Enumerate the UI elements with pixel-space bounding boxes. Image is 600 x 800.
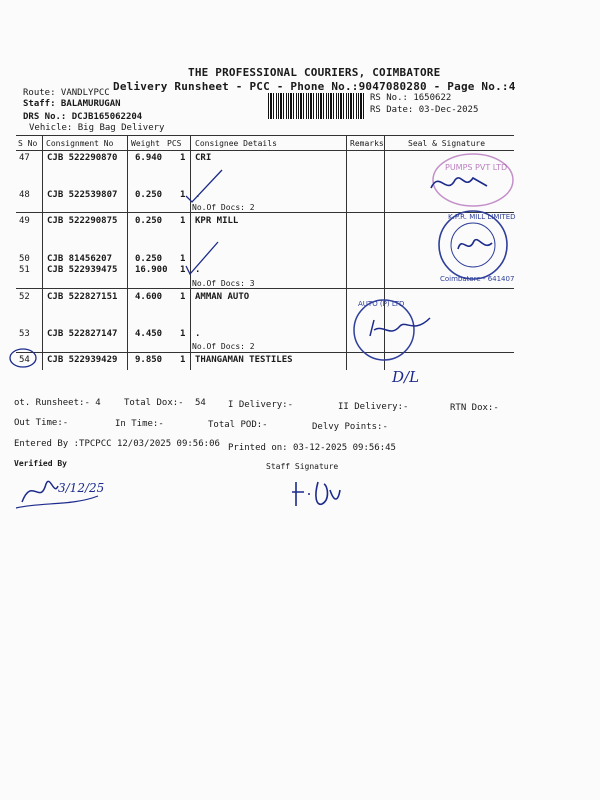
printed-on: Printed on: 03-12-2025 09:56:45	[228, 443, 396, 453]
row-47-sno: 47	[19, 153, 30, 163]
in-time-label: In Time:-	[115, 419, 164, 429]
row-51-weight: 16.900	[135, 265, 168, 275]
auto-stamp-text: AUTO (P) LTD	[358, 300, 405, 308]
row-53-sno: 53	[19, 329, 30, 339]
barcode	[268, 93, 366, 119]
circle-mark-icon	[7, 347, 39, 369]
vehicle-label: Vehicle: Big Bag Delivery	[29, 123, 165, 133]
i-delivery-label: I Delivery:-	[228, 400, 294, 410]
row-51-pcs: 1	[180, 265, 186, 275]
tick-mark-icon	[176, 238, 226, 280]
col-header-consignment: Consignment No	[46, 139, 114, 148]
staff-signature	[290, 476, 350, 510]
row-50-sno: 50	[19, 254, 30, 264]
row-54-consignment: CJB 522939429	[47, 355, 118, 365]
col-header-pcs: PCS	[167, 139, 182, 148]
rs-date: RS Date: 03-Dec-2025	[370, 105, 479, 115]
row-49-weight: 0.250	[135, 216, 163, 226]
row-50-weight: 0.250	[135, 254, 163, 264]
runsheet-title: Delivery Runsheet - PCC - Phone No.:9047080280 - Page No.:4	[113, 80, 516, 93]
row-47-pcs: 1	[180, 153, 186, 163]
total-dox-value: 54	[195, 398, 206, 408]
row-54-sno: 54	[19, 355, 30, 365]
verified-date: 3/12/25	[58, 481, 105, 495]
table-top-rule	[16, 135, 514, 136]
col-header-sno: S No	[18, 139, 38, 148]
row-53-pcs: 1	[180, 329, 186, 339]
row-54-pcs: 1	[180, 355, 186, 365]
staff-signature-label: Staff Signature	[266, 462, 339, 471]
col-header-consignee: Consignee Details	[195, 139, 277, 148]
row-54-weight: 9.850	[135, 355, 163, 365]
kpr-mill-seal-stamp	[428, 205, 518, 285]
row-51-sno: 51	[19, 265, 30, 275]
row-52-consignment: CJB 522827151	[47, 292, 118, 302]
row-53-docs: No.Of Docs: 2	[192, 342, 255, 351]
row-53-consignee: .	[195, 329, 201, 339]
staff-label: Staff: BALAMURUGAN	[23, 99, 121, 109]
verified-signature	[12, 466, 112, 514]
ii-delivery-label: II Delivery:-	[338, 402, 409, 412]
entered-by: Entered By :TPCPCC 12/03/2025 09:56:06	[14, 439, 220, 449]
row-48-consignment: CJB 522539807	[47, 190, 118, 200]
row-48-weight: 0.250	[135, 190, 163, 200]
row-52-sno: 52	[19, 292, 30, 302]
col-header-weight: Weight	[131, 139, 160, 148]
row-51-docs: No.Of Docs: 3	[192, 279, 255, 288]
col-header-remarks: Remarks	[350, 139, 384, 148]
kpr-stamp-text: K.P.R. MILL LIMITED	[448, 213, 516, 221]
row-47-consignee: CRI	[195, 153, 212, 163]
row-47-weight: 6.940	[135, 153, 163, 163]
total-runsheet: ot. Runsheet:- 4	[14, 398, 101, 408]
delvy-points-label: Delvy Points:-	[312, 422, 388, 432]
amman-auto-seal-stamp	[344, 294, 454, 364]
kpr-stamp-city: Coimbatore - 641407	[440, 275, 515, 283]
tick-mark-icon	[178, 166, 228, 206]
row-49-consignment: CJB 522290875	[47, 216, 118, 226]
row-51-consignment: CJB 522939475	[47, 265, 118, 275]
row-51-consignee: .	[195, 265, 201, 275]
rs-number: RS No.: 1650622	[370, 93, 452, 103]
row-53-weight: 4.450	[135, 329, 163, 339]
route-label: Route: VANDLYPCC	[23, 88, 110, 98]
row-48-pcs: 1	[180, 190, 186, 200]
row-48-docs: No.Of Docs: 2	[192, 203, 255, 212]
pumps-stamp-text: PUMPS PVT LTD	[445, 163, 508, 172]
row-47-consignment: CJB 522290870	[47, 153, 118, 163]
dl-handwritten-note: D/L	[392, 368, 420, 386]
out-time-label: Out Time:-	[14, 418, 69, 428]
row-50-pcs: 1	[180, 254, 186, 264]
row-52-weight: 4.600	[135, 292, 163, 302]
row-48-consignee: .	[195, 190, 201, 200]
row-49-consignee: KPR MILL	[195, 216, 239, 226]
company-name: THE PROFESSIONAL COURIERS, COIMBATORE	[188, 66, 441, 79]
rtn-dox-label: RTN Dox:-	[450, 403, 499, 413]
verified-by-label: Verified By	[14, 459, 67, 468]
total-pod-label: Total POD:-	[208, 420, 268, 430]
total-dox-label: Total Dox:-	[124, 398, 184, 408]
row-52-consignee: AMMAN AUTO	[195, 292, 250, 302]
row-54-consignee: THANGAMAN TESTILES	[195, 355, 293, 365]
row-49-sno: 49	[19, 216, 30, 226]
row-50-consignment: CJB 81456207	[47, 254, 113, 264]
row-48-sno: 48	[19, 190, 30, 200]
row-49-pcs: 1	[180, 216, 186, 226]
drs-number: DRS No.: DCJB165062204	[23, 112, 143, 122]
col-divider	[42, 135, 43, 370]
row-53-consignment: CJB 522827147	[47, 329, 118, 339]
col-divider	[127, 135, 128, 370]
row-52-pcs: 1	[180, 292, 186, 302]
group-rule	[16, 288, 514, 289]
col-header-seal: Seal & Signature	[408, 139, 486, 148]
